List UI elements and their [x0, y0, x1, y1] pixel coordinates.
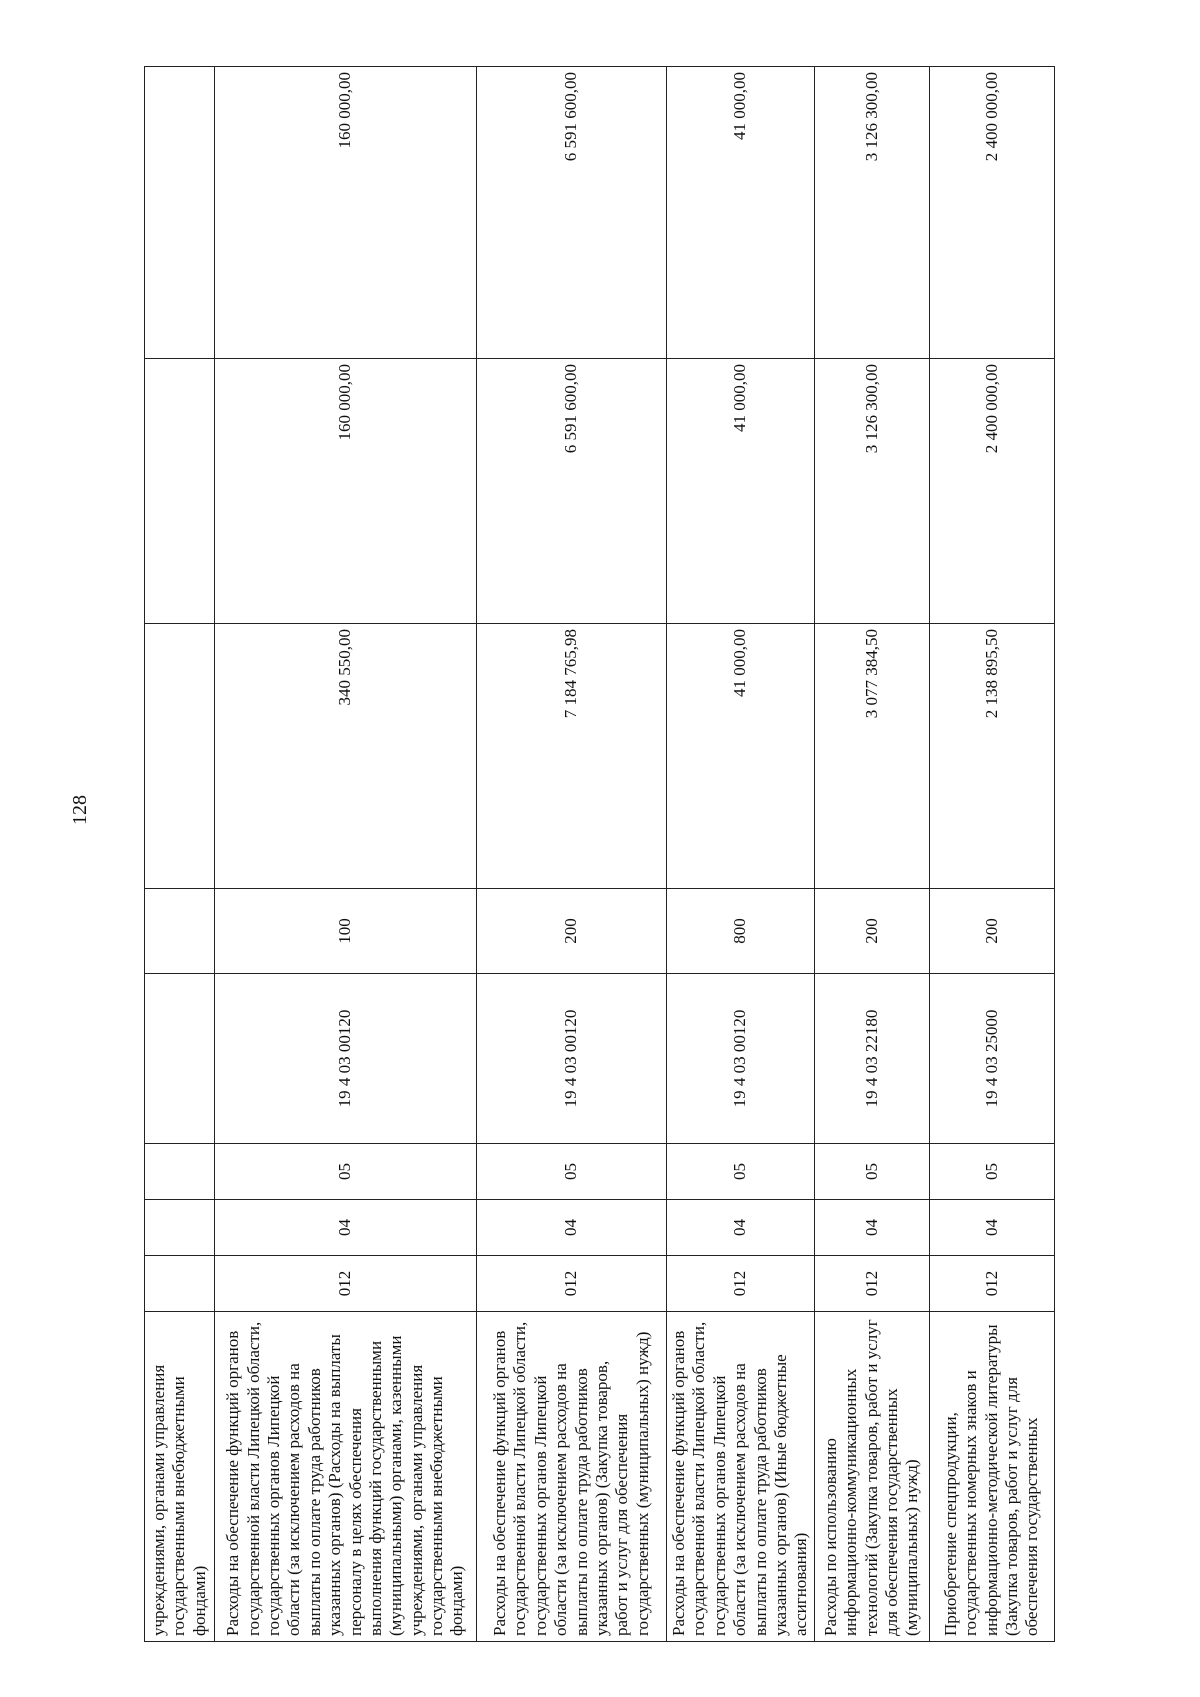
amount-2-cell: 41 000,00 [667, 359, 815, 624]
amount-3-cell: 41 000,00 [667, 67, 815, 359]
table-rotator [144, 67, 1048, 1642]
ministry-cell: 012 [667, 1256, 815, 1312]
table-row [477, 67, 667, 1642]
row-name-cell: Расходы по использованию информационно-коммуникационных технологий (Закупка товаров, работ и услуг для обеспечения государственных (муниципальных) нужд) [814, 1312, 929, 1642]
subsection-cell [145, 1144, 215, 1200]
target-article-cell: 19 4 03 00120 [477, 974, 667, 1144]
amount-1-cell [145, 624, 215, 889]
table-row [814, 67, 929, 1642]
ministry-cell: 012 [814, 1256, 929, 1312]
ministry-cell [145, 1256, 215, 1312]
amount-1-cell: 3 077 384,50 [814, 624, 929, 889]
amount-2-cell: 2 400 000,00 [929, 359, 1054, 624]
row-name-cell: Приобретение спецпродукции, государственных номерных знаков и информационно-методической литературы (Закупка товаров, работ и услуг для обеспечения государственных [929, 1312, 1054, 1642]
amount-1-cell: 41 000,00 [667, 624, 815, 889]
row-name-cell: учреждениями, органами управления государственными внебюджетными фондами) [145, 1312, 215, 1642]
section-cell [145, 1200, 215, 1256]
amount-3-cell: 2 400 000,00 [929, 67, 1054, 359]
amount-1-cell: 340 550,00 [215, 624, 477, 889]
amount-3-cell: 3 126 300,00 [814, 67, 929, 359]
target-article-cell [145, 974, 215, 1144]
expense-type-cell: 200 [477, 889, 667, 974]
amount-3-cell: 6 591 600,00 [477, 67, 667, 359]
row-name-cell: Расходы на обеспечение функций органов государственной власти Липецкой области, государственных органов Липецкой области (за исключением расходов на выплаты по оплате труда работников указанных органов) (Иные бюджетные ассигнования) [667, 1312, 815, 1642]
table-row [667, 67, 815, 1642]
expense-type-cell: 200 [814, 889, 929, 974]
section-cell: 04 [814, 1200, 929, 1256]
amount-3-cell: 160 000,00 [215, 67, 477, 359]
amount-2-cell: 3 126 300,00 [814, 359, 929, 624]
amount-1-cell: 2 138 895,50 [929, 624, 1054, 889]
subsection-cell: 05 [215, 1144, 477, 1200]
target-article-cell: 19 4 03 00120 [215, 974, 477, 1144]
target-article-cell: 19 4 03 25000 [929, 974, 1054, 1144]
section-cell: 04 [929, 1200, 1054, 1256]
amount-1-cell: 7 184 765,98 [477, 624, 667, 889]
row-name-cell: Расходы на обеспечение функций органов государственной власти Липецкой области, государственных органов Липецкой области (за исключением расходов на выплаты по оплате труда работников указанных органов) (Закупка товаров, работ и услуг для обеспечения государственных (муниципальных) нужд) [477, 1312, 667, 1642]
section-cell: 04 [667, 1200, 815, 1256]
row-name-cell: Расходы на обеспечение функций органов государственной власти Липецкой области, государственных органов Липецкой области (за исключением расходов на выплаты по оплате труда работников указанных органов) (Расходы на выплаты персоналу в целях обеспечения выполнения функций государственными (муниципальными) органами, казенными учреждениями, органами управления государственными внебюджетными фондами) [215, 1312, 477, 1642]
expense-type-cell [145, 889, 215, 974]
subsection-cell: 05 [814, 1144, 929, 1200]
amount-2-cell: 6 591 600,00 [477, 359, 667, 624]
budget-table [144, 66, 1055, 1642]
amount-2-cell [145, 359, 215, 624]
table-row [929, 67, 1054, 1642]
subsection-cell: 05 [667, 1144, 815, 1200]
page-number: 128 [69, 795, 91, 825]
target-article-cell: 19 4 03 22180 [814, 974, 929, 1144]
section-cell: 04 [477, 1200, 667, 1256]
table-row [215, 67, 477, 1642]
table-row [145, 67, 215, 1642]
subsection-cell: 05 [477, 1144, 667, 1200]
expense-type-cell: 200 [929, 889, 1054, 974]
target-article-cell: 19 4 03 00120 [667, 974, 815, 1144]
section-cell: 04 [215, 1200, 477, 1256]
amount-2-cell: 160 000,00 [215, 359, 477, 624]
expense-type-cell: 800 [667, 889, 815, 974]
ministry-cell: 012 [477, 1256, 667, 1312]
amount-3-cell [145, 67, 215, 359]
expense-type-cell: 100 [215, 889, 477, 974]
subsection-cell: 05 [929, 1144, 1054, 1200]
ministry-cell: 012 [215, 1256, 477, 1312]
ministry-cell: 012 [929, 1256, 1054, 1312]
